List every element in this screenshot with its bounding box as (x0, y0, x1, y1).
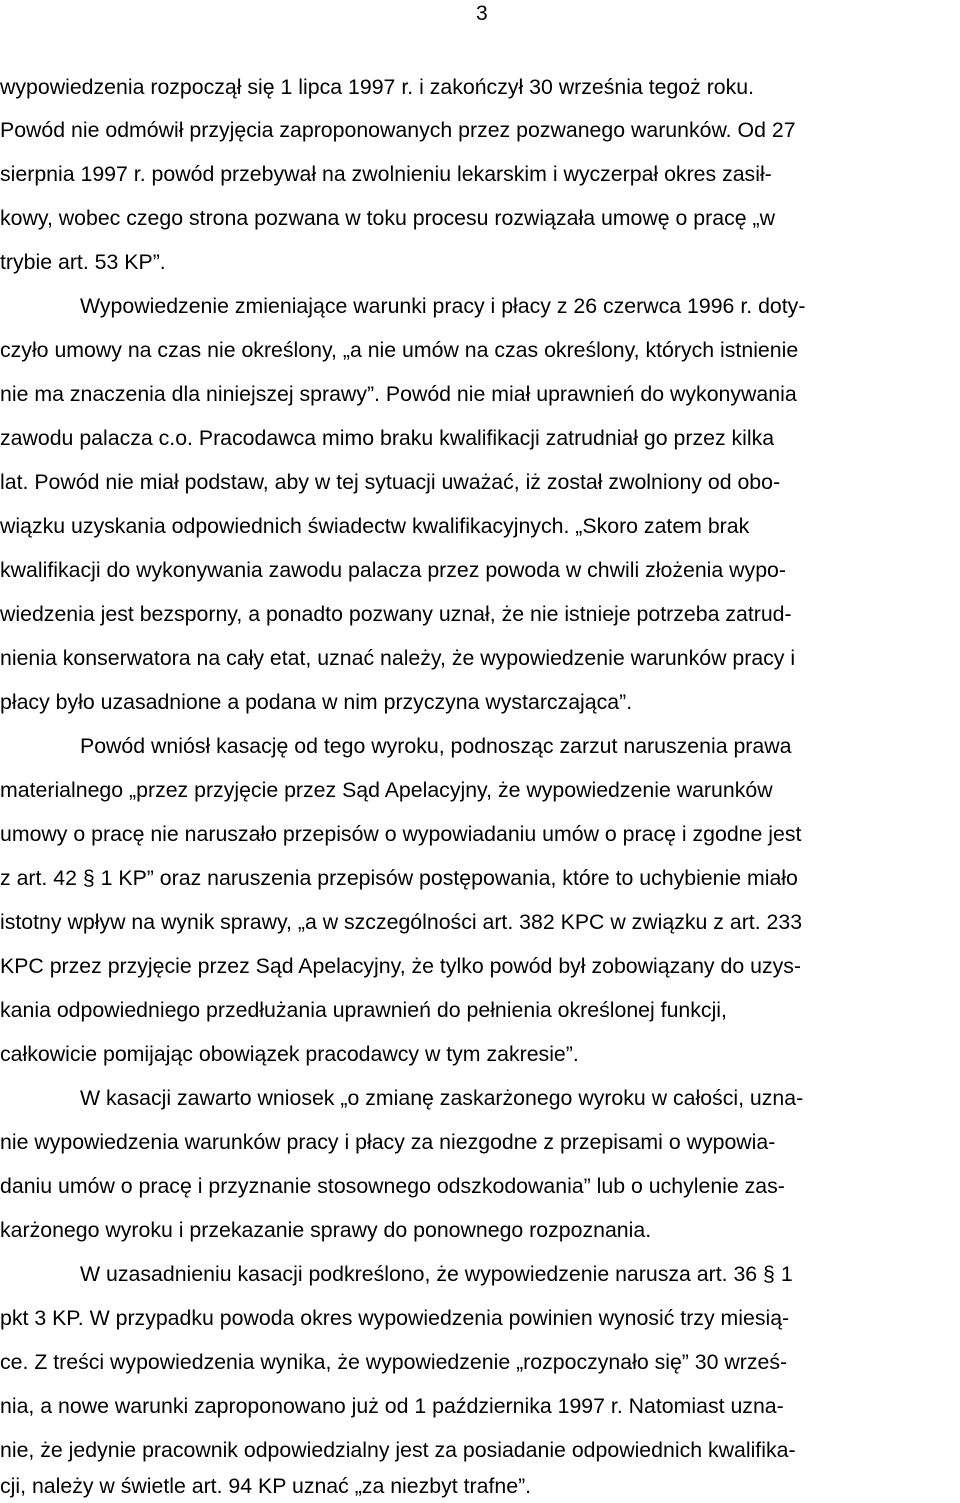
text-line: trybie art. 53 KP”. (0, 250, 166, 274)
text-line: lat. Powód nie miał podstaw, aby w tej sytuacji uważać, iż został zwolniony od obo- (0, 470, 781, 494)
text-line: pkt 3 KP. W przypadku powoda okres wypowiedzenia powinien wynosić trzy miesią- (0, 1306, 790, 1330)
text-line: zawodu palacza c.o. Pracodawca mimo braku kwalifikacji zatrudniał go przez kilka (0, 426, 775, 450)
paragraph-first-line: W uzasadnieniu kasacji podkreślono, że wypowiedzenie narusza art. 36 § 1 (80, 1262, 793, 1286)
text-line: nie, że jedynie pracownik odpowiedzialny jest za posiadanie odpowiednich kwalifika- (0, 1438, 796, 1462)
text-line: wypowiedzenia rozpoczął się 1 lipca 1997 r. i zakończył 30 września tegoż roku. (0, 75, 755, 99)
paragraph-first-line: Wypowiedzenie zmieniające warunki pracy i płacy z 26 czerwca 1996 r. doty- (80, 294, 806, 318)
text-line: kowy, wobec czego strona pozwana w toku procesu rozwiązała umowę o pracę „w (0, 206, 775, 230)
text-line: nienia konserwatora na cały etat, uznać należy, że wypowiedzenie warunków pracy i (0, 646, 796, 670)
text-line: płacy było uzasadnione a podana w nim przyczyna wystarczająca”. (0, 690, 633, 714)
text-line: Powód nie odmówił przyjęcia zaproponowanych przez pozwanego warunków. Od 27 (0, 118, 796, 142)
text-line: wiedzenia jest bezsporny, a ponadto pozwany uznał, że nie istnieje potrzeba zatrud- (0, 602, 792, 626)
text-line: czyło umowy na czas nie określony, „a nie umów na czas określony, których istnienie (0, 338, 799, 362)
text-line: umowy o pracę nie naruszało przepisów o wypowiadaniu umów o pracę i zgodne jest (0, 822, 802, 846)
text-line: istotny wpływ na wynik sprawy, „a w szczególności art. 382 KPC w związku z art. 233 (0, 910, 803, 934)
text-line: całkowicie pomijając obowiązek pracodawcy w tym zakresie”. (0, 1042, 579, 1066)
page-number: 3 (476, 2, 488, 25)
text-line: KPC przez przyjęcie przez Sąd Apelacyjny, że tylko powód był zobowiązany do uzys- (0, 954, 801, 978)
text-line: materialnego „przez przyjęcie przez Sąd Apelacyjny, że wypowiedzenie warunków (0, 778, 773, 802)
paragraph-first-line: W kasacji zawarto wniosek „o zmianę zaskarżonego wyroku w całości, uzna- (80, 1086, 804, 1110)
text-line: nie ma znaczenia dla niniejszej sprawy”. Powód nie miał uprawnień do wykonywania (0, 382, 797, 406)
text-line: z art. 42 § 1 KP” oraz naruszenia przepisów postępowania, które to uchybienie miało (0, 866, 798, 890)
text-line: nia, a nowe warunki zaproponowano już od 1 października 1997 r. Natomiast uzna- (0, 1394, 784, 1418)
text-line: sierpnia 1997 r. powód przebywał na zwolnieniu lekarskim i wyczerpał okres zasił- (0, 162, 772, 186)
text-line: karżonego wyroku i przekazanie sprawy do ponownego rozpoznania. (0, 1218, 652, 1242)
text-line: nie wypowiedzenia warunków pracy i płacy za niezgodne z przepisami o wypowia- (0, 1130, 776, 1154)
text-line: daniu umów o pracę i przyznanie stosownego odszkodowania” lub o uchylenie zas- (0, 1174, 785, 1198)
text-line: cji, należy w świetle art. 94 KP uznać „za niezbyt trafne”. (0, 1474, 532, 1498)
text-line: kwalifikacji do wykonywania zawodu palacza przez powoda w chwili złożenia wypo- (0, 558, 786, 582)
paragraph-first-line: Powód wniósł kasację od tego wyroku, podnosząc zarzut naruszenia prawa (80, 734, 792, 758)
text-line: kania odpowiedniego przedłużania uprawnień do pełnienia określonej funkcji, (0, 998, 727, 1022)
text-line: wiązku uzyskania odpowiednich świadectw kwalifikacyjnych. „Skoro zatem brak (0, 514, 750, 538)
text-line: ce. Z treści wypowiedzenia wynika, że wypowiedzenie „rozpoczynało się” 30 wrześ- (0, 1350, 788, 1374)
